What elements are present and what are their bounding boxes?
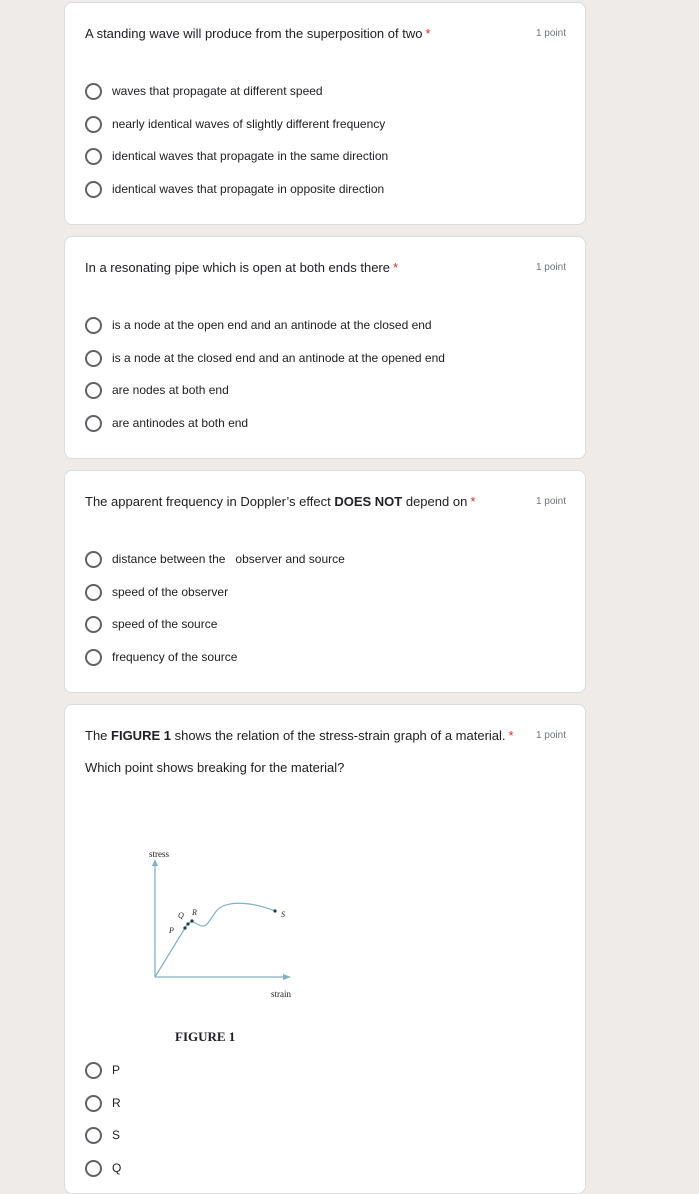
option-radio[interactable]: [85, 647, 237, 667]
option-radio[interactable]: [85, 1125, 120, 1145]
option-label: is a node at the open end and an antinode at the closed end: [112, 318, 432, 332]
point-p-label: P: [169, 926, 174, 935]
option-radio[interactable]: [85, 380, 229, 400]
option-label: identical waves that propagate in the same direction: [112, 149, 389, 163]
option-radio[interactable]: [85, 146, 388, 166]
stress-strain-graph: [135, 845, 325, 1045]
radio-circle-icon[interactable]: [85, 1160, 102, 1177]
figure-caption: FIGURE 1: [175, 1029, 236, 1044]
option-radio[interactable]: [85, 179, 384, 199]
radio-circle-icon[interactable]: [85, 551, 102, 568]
option-label: R: [112, 1096, 121, 1110]
radio-circle-icon[interactable]: [85, 350, 102, 367]
radio-circle-icon[interactable]: [85, 1062, 102, 1079]
option-radio[interactable]: [85, 114, 385, 134]
option-radio[interactable]: [85, 315, 432, 335]
radio-circle-icon[interactable]: [85, 1095, 102, 1112]
required-asterisk: *: [425, 26, 431, 41]
option-label: are nodes at both end: [112, 383, 229, 397]
option-radio[interactable]: [85, 1060, 120, 1080]
option-radio[interactable]: [85, 1093, 121, 1113]
question-title: In a resonating pipe which is open at both ends there *: [85, 260, 399, 275]
point-r-marker: [190, 919, 193, 922]
option-label: is a node at the closed end and an antinode at the opened end: [112, 351, 445, 365]
option-label: distance between the observer and source: [112, 552, 345, 566]
option-radio[interactable]: [85, 81, 323, 101]
y-axis-arrow-icon: [152, 859, 158, 866]
option-label: waves that propagate at different speed: [112, 84, 323, 98]
radio-circle-icon[interactable]: [85, 584, 102, 601]
question-card-4: [64, 704, 586, 1194]
option-radio[interactable]: [85, 1158, 121, 1178]
radio-circle-icon[interactable]: [85, 148, 102, 165]
point-q-marker: [186, 922, 189, 925]
radio-circle-icon[interactable]: [85, 415, 102, 432]
option-radio[interactable]: [85, 582, 228, 602]
stress-strain-figure: [135, 845, 325, 1045]
point-q-label: Q: [178, 911, 184, 920]
option-radio[interactable]: [85, 348, 445, 368]
point-p-marker: [183, 926, 186, 929]
radio-circle-icon[interactable]: [85, 616, 102, 633]
option-label: are antinodes at both end: [112, 416, 249, 430]
option-radio[interactable]: [85, 549, 345, 569]
question-title: A standing wave will produce from the superposition of two *: [85, 26, 431, 41]
required-asterisk: *: [508, 728, 514, 743]
points-label: 1 point: [535, 730, 566, 741]
option-radio[interactable]: [85, 614, 217, 634]
stress-strain-curve: [155, 903, 275, 977]
point-s-label: S: [281, 910, 285, 919]
option-label: frequency of the source: [112, 650, 238, 664]
radio-circle-icon[interactable]: [85, 83, 102, 100]
question-card-1: [64, 2, 586, 225]
question-subtitle: Which point shows breaking for the material?: [85, 760, 345, 775]
option-label: S: [112, 1128, 121, 1142]
radio-circle-icon[interactable]: [85, 317, 102, 334]
option-radio[interactable]: [85, 413, 248, 433]
radio-circle-icon[interactable]: [85, 1127, 102, 1144]
y-axis-label: stress: [149, 849, 169, 859]
radio-circle-icon[interactable]: [85, 382, 102, 399]
point-s-marker: [273, 909, 276, 912]
x-axis-arrow-icon: [283, 974, 291, 980]
option-label: speed of the source: [112, 617, 218, 631]
option-label: identical waves that propagate in opposite direction: [112, 182, 385, 196]
radio-circle-icon[interactable]: [85, 649, 102, 666]
required-asterisk: *: [470, 494, 476, 509]
option-label: P: [112, 1063, 121, 1077]
required-asterisk: *: [393, 260, 399, 275]
option-label: speed of the observer: [112, 585, 229, 599]
points-label: 1 point: [535, 28, 566, 39]
option-label: nearly identical waves of slightly different frequency: [112, 117, 386, 131]
points-label: 1 point: [535, 262, 566, 273]
question-title: The FIGURE 1 shows the relation of the stress-strain graph of a material. *: [85, 728, 514, 743]
question-card-2: [64, 236, 586, 459]
x-axis-label: strain: [271, 989, 291, 999]
point-r-label: R: [192, 908, 197, 917]
radio-circle-icon[interactable]: [85, 116, 102, 133]
question-card-3: [64, 470, 586, 693]
radio-circle-icon[interactable]: [85, 181, 102, 198]
points-label: 1 point: [535, 496, 566, 507]
question-title: The apparent frequency in Doppler’s effect DOES NOT depend on *: [85, 494, 476, 509]
option-label: Q: [112, 1161, 122, 1175]
